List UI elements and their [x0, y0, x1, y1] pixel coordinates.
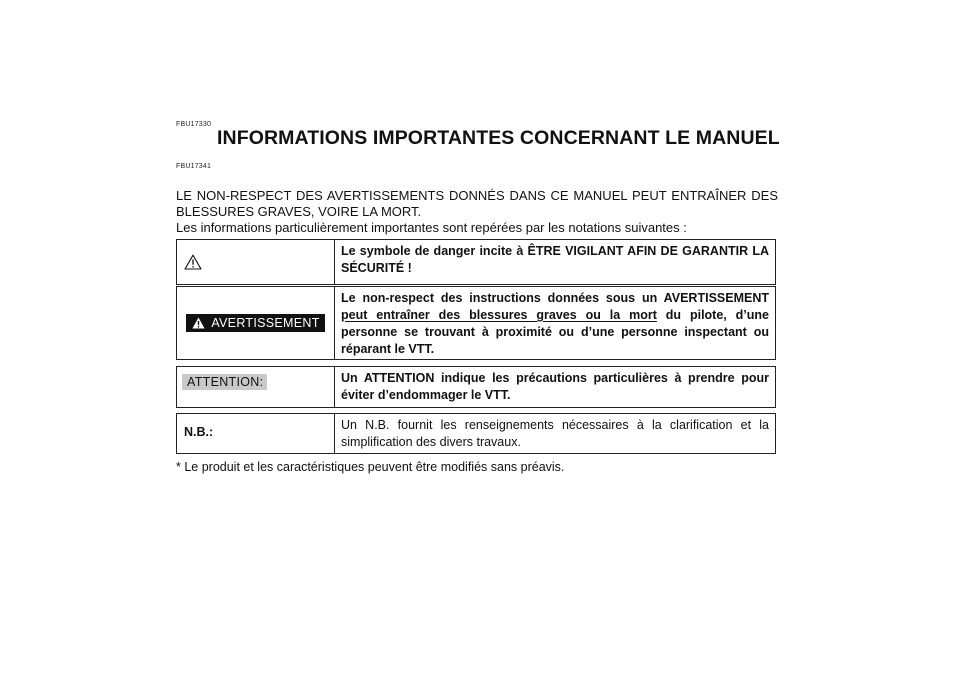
warning-text-after: du pilote, d’une personne se trouvant à proximité ou d’une personne inspectant ou réparant le VTT. [341, 308, 770, 356]
attention-badge: ATTENTION: [182, 374, 267, 390]
warning-badge [186, 314, 324, 332]
warning-text-underlined: peut entraîner des blessures graves ou la mort [341, 308, 657, 322]
intro-text [176, 188, 778, 236]
reference-code-top: FBU17330 [176, 121, 212, 128]
page-title: INFORMATIONS IMPORTANTES CONCERNANT LE MANUEL [217, 127, 780, 149]
intro-line-1: LE NON-RESPECT DES AVERTISSEMENTS DONNÉS DANS CE MANUEL PEUT ENTRAÎNER DES [176, 188, 778, 203]
warning-badge-label: AVERTISSEMENT [211, 316, 320, 330]
nb-label: N.B.: [184, 425, 214, 439]
warning-text-before: Le non-respect des instructions données sous un AVERTISSEMENT [341, 291, 769, 305]
attention-description: Un ATTENTION indique les précautions particulières à prendre pour éviter d’endommager le VTT. [341, 371, 769, 402]
reference-code-second: FBU17341 [176, 163, 212, 170]
footnote: * Le produit et les caractéristiques peuvent être modifiés sans préavis. [176, 460, 565, 474]
warning-badge-cell [177, 287, 335, 359]
danger-symbol-box [176, 239, 776, 285]
nb-description: Un N.B. fournit les renseignements nécessaires à la clarification et la simplification des divers travaux. [341, 418, 769, 449]
warning-triangle-icon [192, 317, 205, 329]
warning-triangle-icon [184, 254, 202, 270]
warning-description [335, 287, 775, 359]
nb-label-cell [177, 414, 335, 453]
intro-line-2: BLESSURES GRAVES, VOIRE LA MORT. [176, 204, 422, 219]
nb-box [176, 413, 776, 454]
intro-line-3: Les informations particulièrement importantes sont repérées par les notations suivantes : [176, 220, 687, 235]
danger-symbol-cell [177, 240, 335, 284]
danger-symbol-description: Le symbole de danger incite à ÊTRE VIGILANT AFIN DE GARANTIR LA SÉCURITÉ ! [341, 244, 769, 275]
attention-badge-cell [177, 367, 335, 407]
attention-box [176, 366, 776, 408]
warning-box [176, 286, 776, 360]
